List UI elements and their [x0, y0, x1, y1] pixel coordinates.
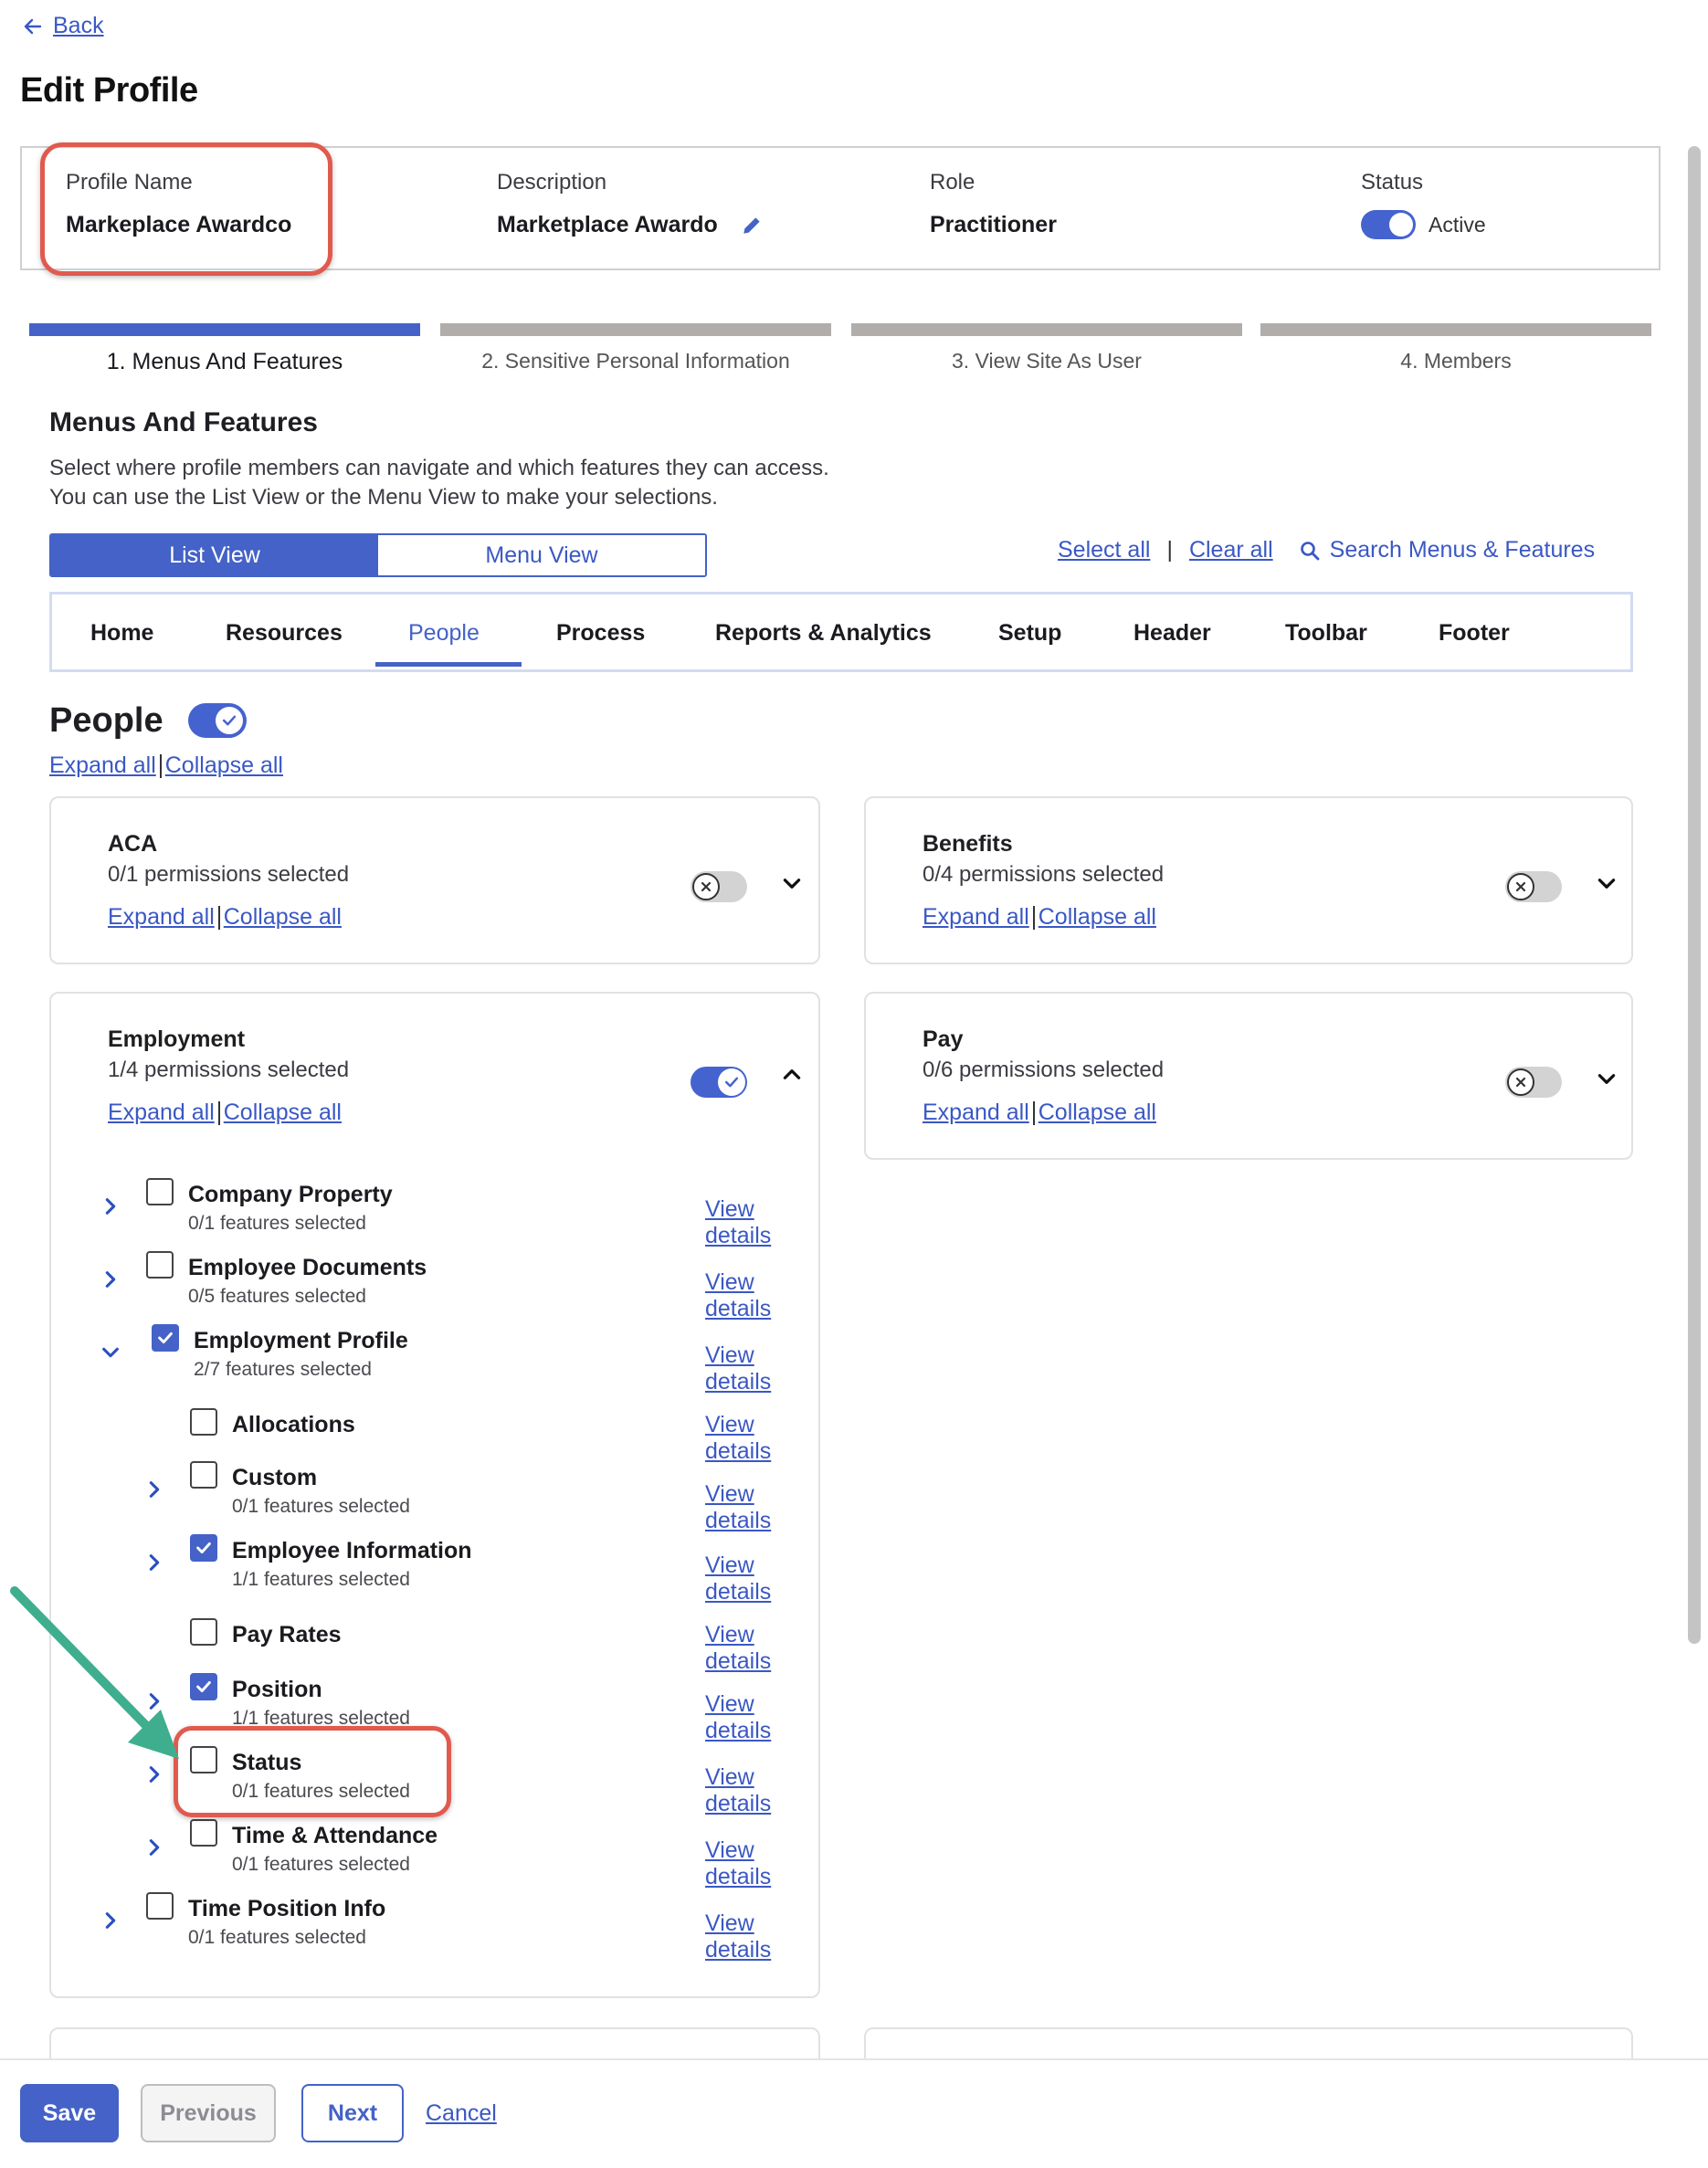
time-attendance-label: Time & Attendance: [232, 1823, 438, 1848]
chevron-right-icon[interactable]: [144, 1552, 164, 1573]
tab-footer[interactable]: Footer: [1439, 620, 1510, 646]
employee-documents-view-details-link[interactable]: View details: [705, 1269, 772, 1321]
description-label: Description: [497, 170, 607, 195]
role-field: [930, 170, 1057, 238]
aca-card: [49, 796, 820, 964]
time-position-info-count: 0/1 features selected: [188, 1927, 366, 1948]
x-icon: [1514, 1076, 1527, 1089]
step-sensitive-info[interactable]: 2. Sensitive Personal Information: [481, 349, 790, 373]
chevron-down-icon[interactable]: [780, 871, 804, 895]
tab-reports-analytics[interactable]: Reports & Analytics: [715, 620, 932, 646]
search-menus-features-link[interactable]: [1299, 537, 1595, 563]
time-position-info-view-details-link[interactable]: View details: [705, 1910, 772, 1963]
check-icon: [722, 1073, 741, 1091]
people-expand-all-link[interactable]: Expand all: [49, 752, 156, 778]
annotation-arrow-icon: [0, 1580, 201, 1763]
company-property-count: 0/1 features selected: [188, 1213, 366, 1234]
clear-all-link[interactable]: Clear all: [1188, 537, 1273, 563]
search-icon: [1299, 540, 1321, 562]
pay-rates-label: Pay Rates: [232, 1622, 342, 1647]
chevron-right-icon[interactable]: [100, 1269, 121, 1289]
search-label: Search Menus & Features: [1329, 537, 1596, 563]
custom-view-details-link[interactable]: View details: [705, 1481, 772, 1533]
step-members[interactable]: 4. Members: [1400, 349, 1512, 373]
position-count: 1/1 features selected: [232, 1708, 410, 1729]
action-separator: |: [1166, 537, 1173, 563]
position-view-details-link[interactable]: View details: [705, 1691, 772, 1743]
back-label: Back: [53, 13, 104, 38]
employee-information-view-details-link[interactable]: View details: [705, 1552, 772, 1605]
pay-collapse-all-link[interactable]: Collapse all: [1038, 1100, 1156, 1125]
step-view-site[interactable]: 3. View Site As User: [952, 349, 1142, 373]
benefits-expand-all-link[interactable]: Expand all: [923, 904, 1029, 930]
time-position-info-checkbox[interactable]: [146, 1892, 174, 1920]
employee-documents-checkbox[interactable]: [146, 1251, 174, 1279]
time-attendance-view-details-link[interactable]: View details: [705, 1837, 772, 1889]
aca-expand-collapse: [108, 904, 342, 931]
pay-expand-collapse: [923, 1100, 1156, 1126]
view-toggle: [49, 533, 707, 577]
chevron-right-icon[interactable]: [144, 1764, 164, 1784]
employment-collapse-all-link[interactable]: Collapse all: [223, 1100, 342, 1125]
status-highlight: [174, 1726, 451, 1817]
company-property-view-details-link[interactable]: View details: [705, 1196, 772, 1248]
employment-card: [49, 992, 820, 1998]
status-toggle[interactable]: [1361, 210, 1416, 239]
save-button[interactable]: Save: [20, 2084, 119, 2142]
aca-permissions: 0/1 permissions selected: [108, 862, 350, 887]
aca-collapse-all-link[interactable]: Collapse all: [223, 904, 342, 930]
time-position-info-label: Time Position Info: [188, 1896, 386, 1921]
employment-toggle[interactable]: [691, 1067, 747, 1098]
employment-expand-all-link[interactable]: Expand all: [108, 1100, 215, 1125]
employee-information-count: 1/1 features selected: [232, 1569, 410, 1590]
x-icon: [1514, 880, 1527, 893]
chevron-right-icon[interactable]: [100, 1196, 121, 1216]
custom-count: 0/1 features selected: [232, 1496, 410, 1517]
chevron-right-icon[interactable]: [144, 1479, 164, 1500]
employment-title: Employment: [108, 1026, 246, 1052]
profile-name-value: Markeplace Awardco: [66, 212, 292, 237]
pencil-icon[interactable]: [740, 214, 764, 237]
description-field: [497, 170, 764, 238]
status-view-details-link[interactable]: View details: [705, 1764, 772, 1816]
profile-name-highlight: [40, 142, 332, 276]
section-desc-line-1: Select where profile members can navigate and which features they can access.: [49, 456, 829, 480]
employee-information-label: Employee Information: [232, 1538, 472, 1563]
time-attendance-count: 0/1 features selected: [232, 1854, 410, 1875]
allocations-view-details-link[interactable]: View details: [705, 1412, 772, 1464]
tab-resources[interactable]: Resources: [226, 620, 343, 646]
chevron-down-icon[interactable]: [1595, 1067, 1618, 1090]
section-title: Menus And Features: [49, 407, 318, 437]
chevron-down-icon[interactable]: [1595, 871, 1618, 895]
section-desc-line-2: You can use the List View or the Menu View to make your selections.: [49, 485, 718, 510]
custom-checkbox[interactable]: [190, 1461, 217, 1489]
time-attendance-checkbox[interactable]: [190, 1819, 217, 1847]
tab-home[interactable]: Home: [90, 620, 154, 646]
back-link[interactable]: [22, 13, 104, 39]
step-bar-4: [1260, 323, 1651, 336]
chevron-right-icon[interactable]: [144, 1837, 164, 1858]
pay-expand-all-link[interactable]: Expand all: [923, 1100, 1029, 1125]
tab-toolbar[interactable]: Toolbar: [1285, 620, 1367, 646]
benefits-toggle[interactable]: [1505, 871, 1562, 902]
selection-actions: [1058, 537, 1595, 563]
employee-information-checkbox[interactable]: [190, 1534, 217, 1562]
section-description: [49, 454, 1054, 512]
company-property-label: Company Property: [188, 1182, 393, 1207]
cancel-link[interactable]: Cancel: [426, 2100, 497, 2126]
step-bar-3: [851, 323, 1242, 336]
employee-documents-label: Employee Documents: [188, 1255, 427, 1280]
page-title: Edit Profile: [20, 71, 198, 110]
next-button[interactable]: Next: [301, 2084, 404, 2142]
status-label: Status: [1361, 170, 1424, 195]
benefits-expand-collapse: [923, 904, 1156, 931]
arrow-left-icon: [22, 16, 44, 37]
description-value: Marketplace Awardo: [497, 212, 718, 237]
people-expand-collapse: [49, 752, 283, 779]
people-collapse-all-link[interactable]: Collapse all: [164, 752, 283, 778]
tab-header[interactable]: Header: [1133, 620, 1211, 646]
employment-profile-label: Employment Profile: [194, 1328, 408, 1353]
profile-name-label: Profile Name: [66, 170, 193, 195]
employment-profile-count: 2/7 features selected: [194, 1359, 372, 1380]
employment-expand-collapse: [108, 1100, 342, 1126]
tab-setup[interactable]: Setup: [998, 620, 1062, 646]
step-menus-features[interactable]: 1. Menus And Features: [106, 349, 343, 374]
people-title: People: [49, 701, 163, 740]
aca-title: ACA: [108, 831, 158, 857]
chevron-right-icon[interactable]: [100, 1910, 121, 1931]
chevron-up-icon[interactable]: [780, 1063, 804, 1087]
menu-view-button[interactable]: Menu View: [378, 535, 705, 575]
tab-people[interactable]: People: [408, 620, 480, 646]
allocations-checkbox[interactable]: [190, 1408, 217, 1436]
benefits-card: [864, 796, 1633, 964]
people-toggle[interactable]: [188, 703, 247, 738]
position-label: Position: [232, 1677, 322, 1702]
employee-documents-count: 0/5 features selected: [188, 1286, 366, 1307]
benefits-title: Benefits: [923, 831, 1013, 857]
select-all-link[interactable]: Select all: [1058, 537, 1151, 563]
vertical-scrollbar[interactable]: [1688, 146, 1701, 1644]
step-bar-2: [440, 323, 831, 336]
step-bar-1: [29, 323, 420, 336]
status-item-count: 0/1 features selected: [232, 1781, 410, 1802]
pay-toggle[interactable]: [1505, 1067, 1562, 1098]
check-icon: [155, 1328, 175, 1348]
aca-toggle[interactable]: [691, 871, 747, 902]
employment-profile-checkbox[interactable]: [152, 1324, 179, 1352]
previous-button[interactable]: Previous: [141, 2084, 276, 2142]
company-property-checkbox[interactable]: [146, 1178, 174, 1205]
role-value: Practitioner: [930, 212, 1057, 237]
chevron-down-icon[interactable]: [100, 1342, 121, 1363]
pay-permissions: 0/6 permissions selected: [923, 1058, 1165, 1082]
benefits-permissions: 0/4 permissions selected: [923, 862, 1165, 887]
check-icon: [220, 711, 238, 730]
pay-card: [864, 992, 1633, 1160]
active-tab-indicator: [375, 662, 522, 667]
allocations-label: Allocations: [232, 1412, 355, 1437]
status-value: Active: [1429, 212, 1486, 237]
menu-tabs: [49, 592, 1633, 672]
pay-rates-view-details-link[interactable]: View details: [705, 1622, 772, 1674]
role-label: Role: [930, 170, 975, 195]
benefits-collapse-all-link[interactable]: Collapse all: [1038, 904, 1156, 930]
pay-title: Pay: [923, 1026, 964, 1052]
check-icon: [194, 1538, 214, 1558]
aca-expand-all-link[interactable]: Expand all: [108, 904, 215, 930]
employment-permissions: 1/4 permissions selected: [108, 1058, 350, 1082]
custom-label: Custom: [232, 1465, 318, 1490]
list-view-button[interactable]: List View: [51, 535, 378, 575]
status-field: [1361, 170, 1486, 239]
status-item-label: Status: [232, 1750, 302, 1775]
x-icon: [700, 880, 712, 893]
employment-profile-view-details-link[interactable]: View details: [705, 1342, 772, 1394]
tab-process[interactable]: Process: [556, 620, 646, 646]
